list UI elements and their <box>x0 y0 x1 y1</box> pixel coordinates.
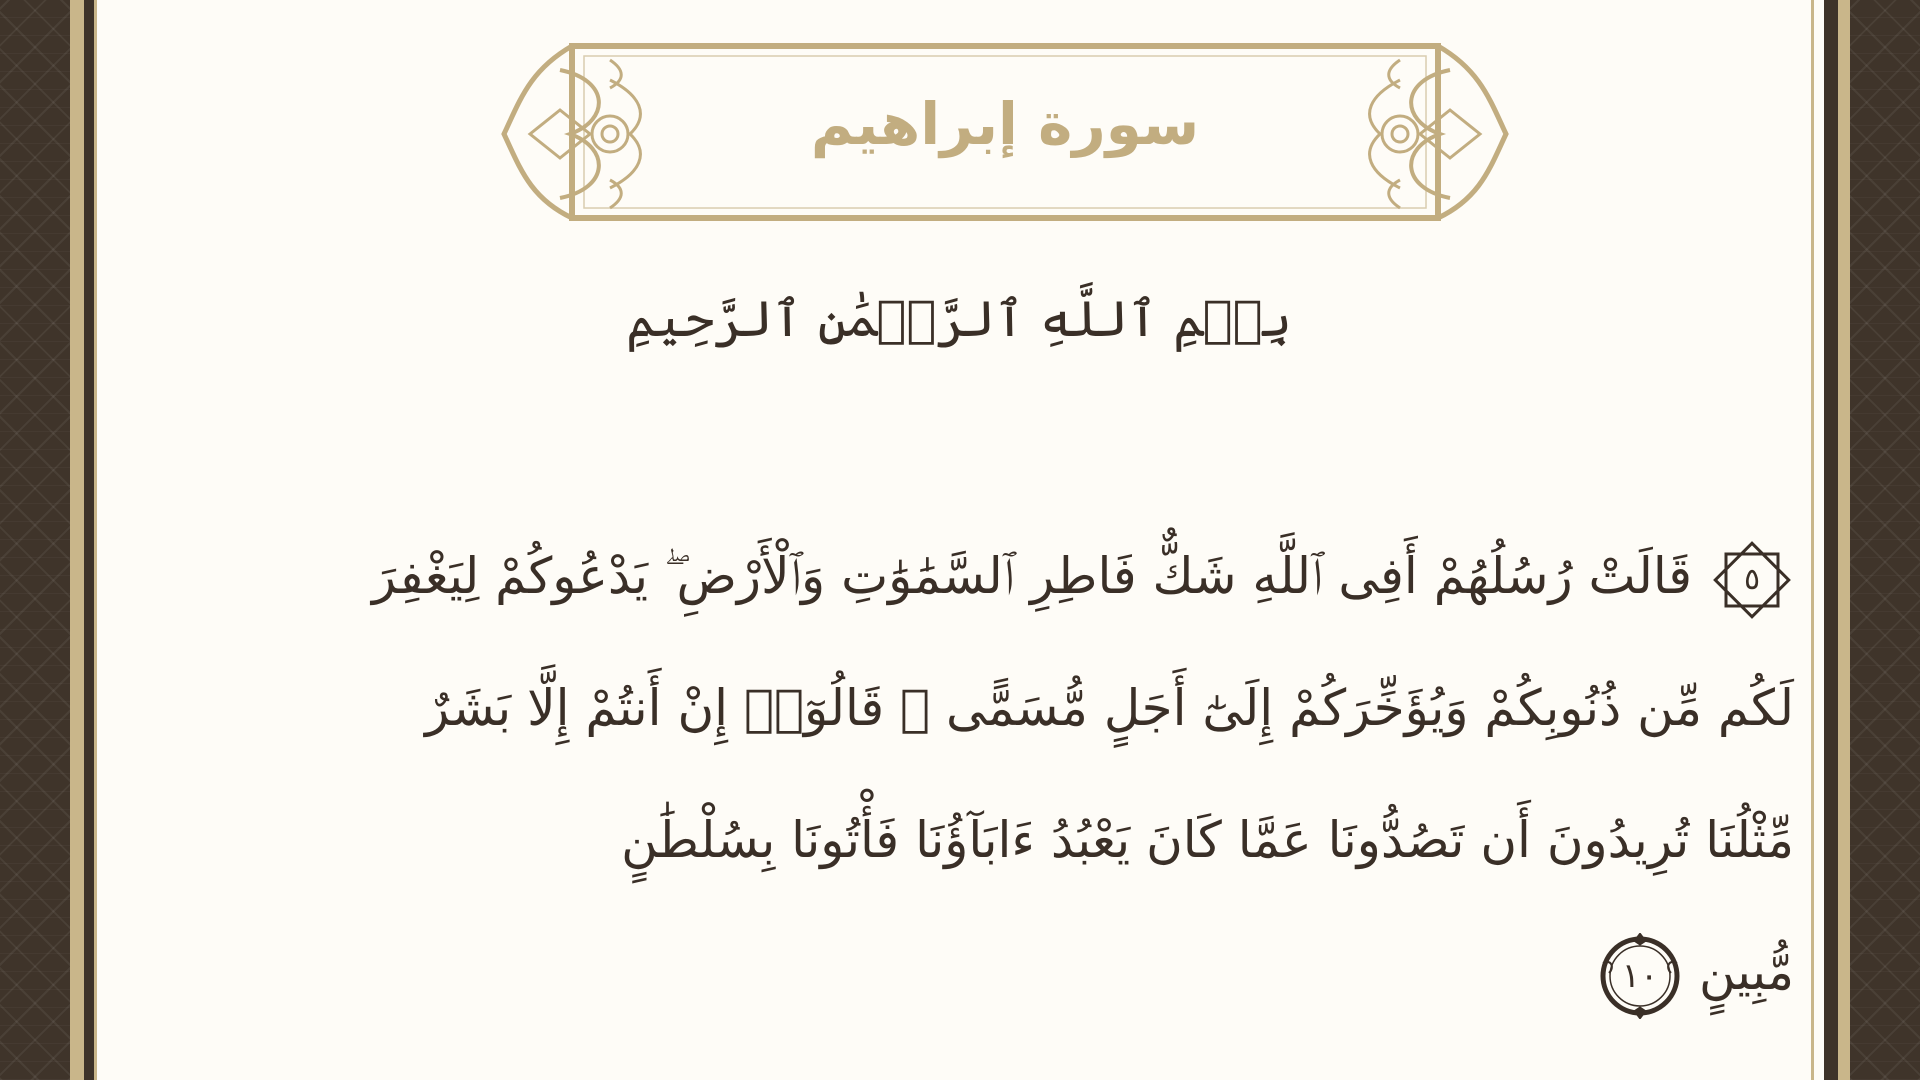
mushaf-page <box>94 0 1824 1080</box>
ayah-end-marker <box>1597 933 1683 1019</box>
verse-line-1 <box>114 510 1794 642</box>
left-gold-rule <box>70 0 84 1080</box>
right-gold-rule <box>1838 0 1850 1080</box>
left-ornamental-border <box>0 0 70 1080</box>
ayah-number: ١٠ <box>1621 956 1659 996</box>
surah-title: سورة إبراهيم <box>810 90 1200 158</box>
verse-line-3: مِّثْلُنَا تُرِيدُونَ أَن تَصُدُّونَا عَمَّا كَانَ يَعْبُدُ ءَابَآؤُنَا فَأْتُونَا بِسُلْطَٰنٍ <box>621 811 1794 869</box>
verse-text <box>114 510 1794 1038</box>
verse-line-1-text: قَالَتْ رُسُلُهُمْ أَفِى ٱللَّهِ شَكٌّ فَاطِرِ ٱلسَّمَٰوَٰتِ وَٱلْأَرْضِ ۖ يَدْعُوكُمْ لِيَغْفِرَ <box>371 547 1692 605</box>
right-ornamental-border <box>1850 0 1920 1080</box>
sajda-marker <box>1710 538 1794 622</box>
surah-header-banner <box>500 40 1510 228</box>
sajda-marker-number: ٥ <box>1743 562 1761 597</box>
verse-line-2: لَكُم مِّن ذُنُوبِكُمْ وَيُؤَخِّرَكُمْ إِلَىٰٓ أَجَلٍ مُّسَمًّى ۚ قَالُوٓا۟ إِنْ أَنتُمْ إِلَّا بَشَرٌ <box>425 679 1794 737</box>
basmala: بِسۡمِ ٱللَّهِ ٱلرَّحۡمَٰنِ ٱلرَّحِيمِ <box>626 290 1292 348</box>
verse-line-4 <box>114 906 1794 1038</box>
verse-line-4-text: مُّبِينٍ <box>1698 943 1794 1001</box>
